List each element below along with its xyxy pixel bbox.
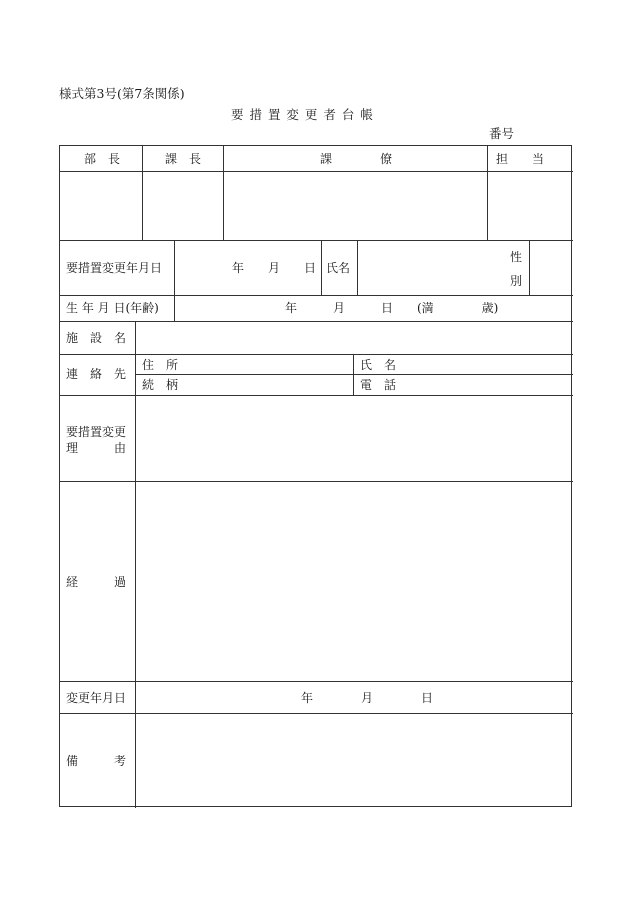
form-number: 様式第3号(第7条関係) xyxy=(59,86,185,101)
name-label: 氏名 xyxy=(326,261,351,275)
tanto-label: 担 当 xyxy=(496,152,545,166)
col-line xyxy=(223,146,224,240)
row-line xyxy=(60,481,573,482)
row-line xyxy=(60,681,573,682)
birth-label: 生 年 月 日(年齢) xyxy=(66,301,159,315)
karyo-label: 課 僚 xyxy=(320,152,393,166)
phone-label: 電 話 xyxy=(360,378,397,392)
contact-name-label: 氏 名 xyxy=(360,358,397,372)
reason-label-1: 要措置変更 xyxy=(66,425,127,439)
change-date-label: 要措置変更年月日 xyxy=(66,261,163,275)
sex-label-2: 別 xyxy=(510,274,523,288)
change-ymd-value: 年 月 日 xyxy=(301,691,434,705)
birth-value: 年 月 日 (満 歳) xyxy=(285,301,499,315)
row-line xyxy=(60,171,573,172)
col-line xyxy=(529,240,530,295)
bucho-label: 部 長 xyxy=(84,152,121,166)
col-line xyxy=(321,240,322,295)
progress-label: 経 過 xyxy=(66,575,127,589)
sex-label-1: 性 xyxy=(510,250,523,264)
remarks-label: 備 考 xyxy=(66,754,127,768)
number-label: 番号 xyxy=(489,126,515,141)
change-date-value: 年 月 日 xyxy=(232,261,317,275)
register-form xyxy=(59,145,572,807)
row-line xyxy=(60,295,573,296)
col-line xyxy=(357,240,358,295)
reason-label-2: 理 由 xyxy=(66,441,127,455)
facility-label: 施 設 名 xyxy=(66,331,127,345)
col-line xyxy=(487,146,488,240)
contact-label: 連 絡 先 xyxy=(66,367,127,381)
col-line xyxy=(353,354,354,395)
page-title: 要 措 置 変 更 者 台 帳 xyxy=(231,107,374,122)
col-line xyxy=(142,146,143,240)
col-line xyxy=(135,321,136,808)
address-label: 住 所 xyxy=(142,358,179,372)
row-line xyxy=(60,395,573,396)
row-line xyxy=(60,713,573,714)
kacho-label: 課 長 xyxy=(165,152,202,166)
row-line xyxy=(60,354,573,355)
change-ymd-label: 変更年月日 xyxy=(66,691,127,705)
col-line xyxy=(174,240,175,321)
relation-label: 続 柄 xyxy=(142,378,179,392)
row-line xyxy=(60,321,573,322)
row-line xyxy=(60,240,573,241)
row-line xyxy=(135,374,573,375)
